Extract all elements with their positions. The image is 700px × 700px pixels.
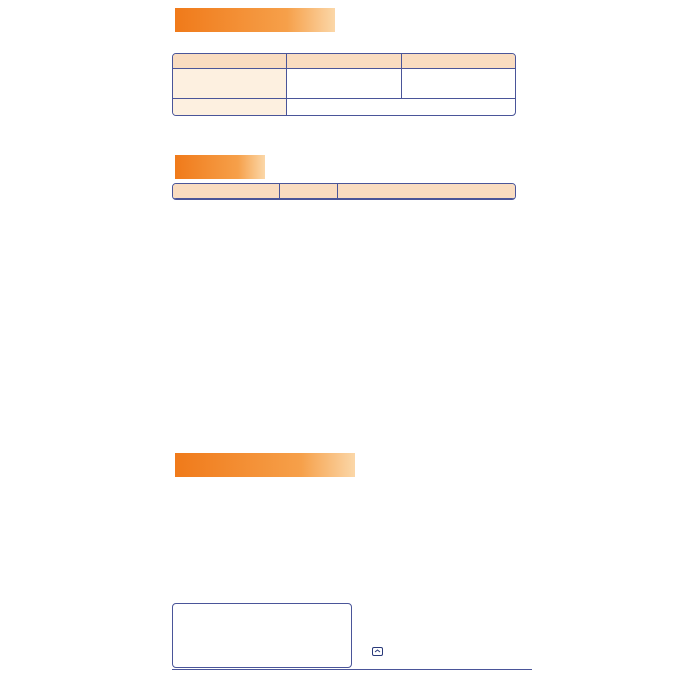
child-note bbox=[287, 99, 515, 115]
relief-phone-group bbox=[372, 647, 386, 656]
usage-heading bbox=[175, 8, 335, 32]
adult-frequency bbox=[402, 69, 515, 98]
dosage-header-row bbox=[173, 54, 515, 69]
child-label bbox=[173, 99, 287, 115]
header-age bbox=[173, 54, 287, 68]
header-name bbox=[173, 184, 280, 198]
adult-dose bbox=[287, 69, 401, 98]
header-frequency bbox=[402, 54, 515, 68]
adult-row bbox=[173, 69, 515, 99]
ingredients-table bbox=[172, 183, 516, 200]
header-dose bbox=[287, 54, 401, 68]
adult-label bbox=[173, 69, 287, 98]
dosage-table bbox=[172, 53, 516, 116]
ingredients-header-row bbox=[173, 184, 515, 199]
storage-heading bbox=[175, 453, 355, 477]
contact-box bbox=[172, 603, 352, 668]
header-amount bbox=[280, 184, 338, 198]
header-effect bbox=[338, 184, 515, 198]
phone-icon bbox=[372, 647, 383, 656]
ingredients-heading bbox=[175, 155, 265, 179]
company-divider bbox=[172, 669, 532, 670]
child-row bbox=[173, 99, 515, 115]
